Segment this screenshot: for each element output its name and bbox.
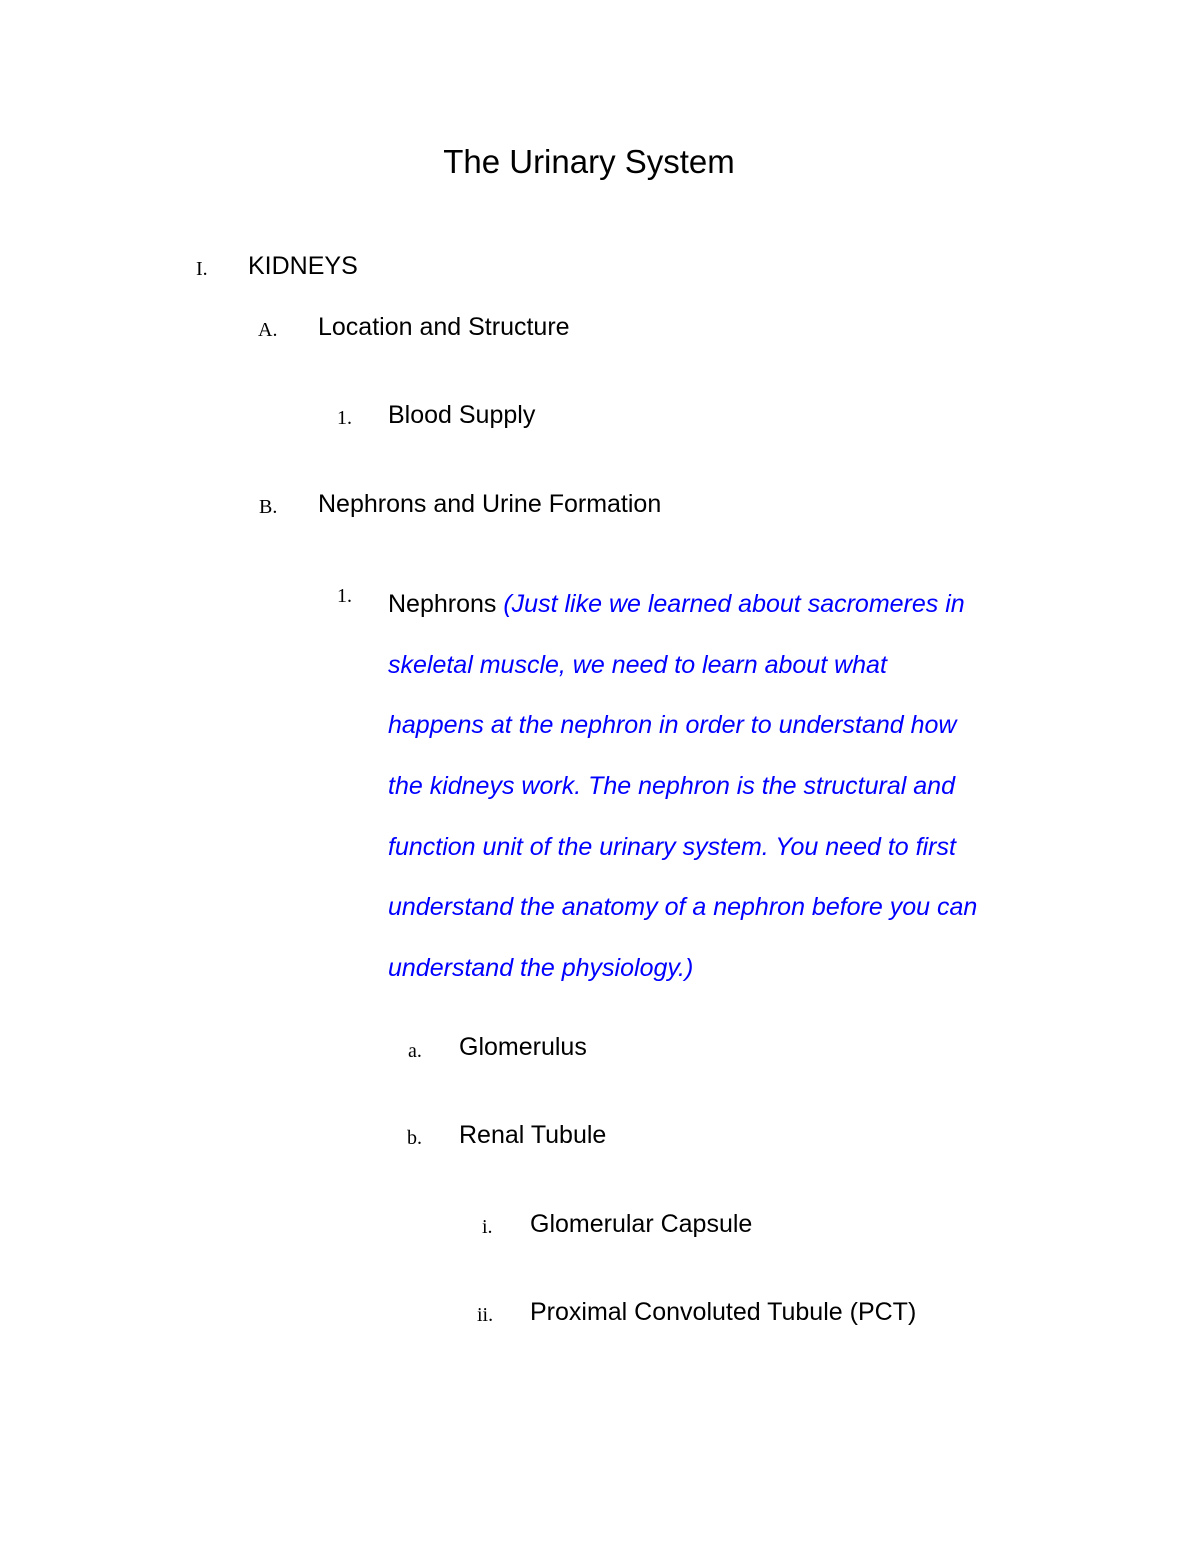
outline-marker-lower-roman: ii. <box>477 1304 494 1326</box>
annotation-text: (Just like we learned about sacromeres in <box>503 590 965 618</box>
annotation-text: function unit of the urinary system. You need to first <box>388 832 956 861</box>
outline-marker-letter: B. <box>259 496 278 518</box>
outline-marker-lower-letter: b. <box>407 1127 422 1149</box>
annotation-text: happens at the nephron in order to understand how <box>388 711 957 740</box>
outline-item-kidneys: KIDNEYS <box>248 252 358 280</box>
outline-item-nephrons-urine-formation: Nephrons and Urine Formation <box>318 490 662 518</box>
outline-marker-lower-roman: i. <box>482 1216 493 1238</box>
note-line <box>388 574 1038 635</box>
outline-item-location-structure: Location and Structure <box>318 313 570 341</box>
outline-item-glomerulus: Glomerulus <box>459 1033 587 1061</box>
outline-marker-number: 1. <box>337 585 352 607</box>
outline-item-renal-tubule: Renal Tubule <box>459 1121 607 1149</box>
outline-item-nephrons: Nephrons <box>388 590 497 618</box>
annotation-text: understand the anatomy of a nephron before you can <box>388 893 978 922</box>
outline-marker-number: 1. <box>337 407 352 429</box>
outline-marker-roman: I. <box>196 258 208 280</box>
outline-marker-lower-letter: a. <box>408 1040 422 1062</box>
outline-item-glomerular-capsule: Glomerular Capsule <box>530 1210 753 1238</box>
page-title: The Urinary System <box>443 143 735 180</box>
annotation-text: skeletal muscle, we need to learn about what <box>388 650 887 679</box>
annotation-text: understand the physiology.) <box>388 954 694 983</box>
outline-item-blood-supply: Blood Supply <box>388 401 536 429</box>
outline-marker-letter: A. <box>258 319 278 341</box>
annotation-text: the kidneys work. The nephron is the structural and <box>388 772 955 801</box>
nephrons-annotation-block <box>388 574 1038 999</box>
outline-item-pct: Proximal Convoluted Tubule (PCT) <box>530 1298 917 1326</box>
